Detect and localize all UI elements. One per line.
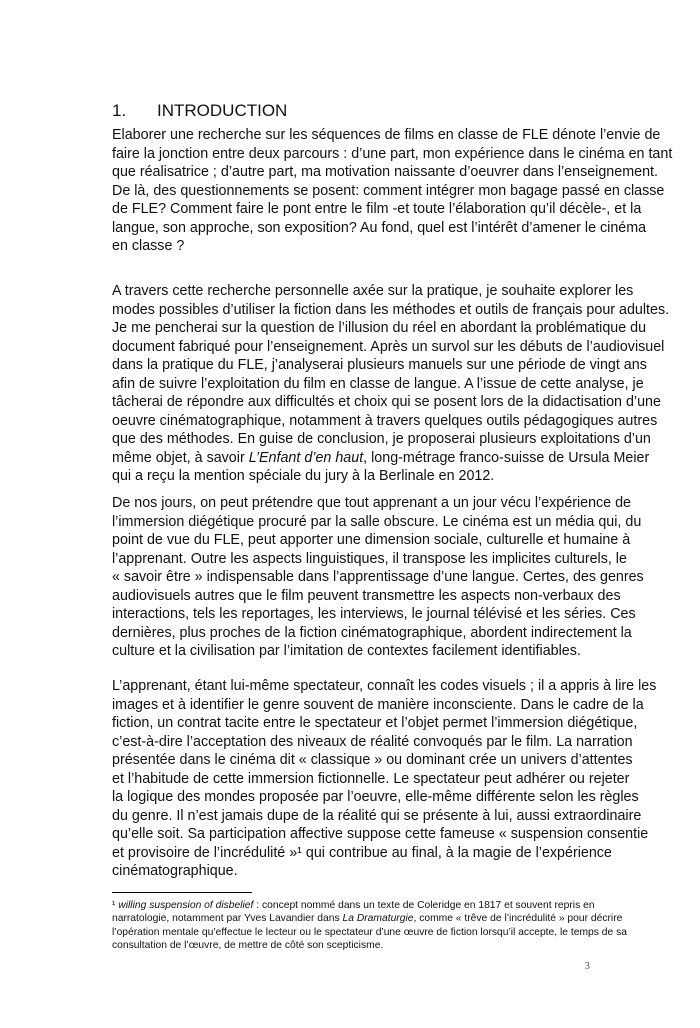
text-line: audiovisuels autres que le film peuvent transmettre les aspects non-verbaux des	[112, 587, 621, 604]
text-line: De là, des questionnements se posent: comment intégrer mon bagage passé en classe	[112, 182, 665, 199]
text-line: c’est-à-dire l’acceptation des niveaux de réalité convoqués par le film. La narration	[112, 733, 633, 750]
text-line: du genre. Il n’est jamais dupe de la réalité qui se présente à lui, aussi extraordinaire	[112, 807, 642, 824]
text-line: langue, son approche, son exposition? Au fond, quel est l’intérêt d’amener le cinéma	[112, 219, 647, 236]
text-line: De nos jours, on peut prétendre que tout apprenant a un jour vécu l’expérience de	[112, 495, 632, 511]
italic-text: willing suspension of disbelief	[118, 900, 254, 911]
text-segment: , long-métrage franco-suisse de Ursula Meier	[363, 449, 650, 466]
footnote	[112, 899, 627, 953]
text-line: qu’elle soit. Sa participation affective suppose cette fameuse « suspension consentie	[112, 826, 649, 842]
text-line: « savoir être » indispensable dans l’apprentissage d’une langue. Certes, des genres	[112, 569, 644, 585]
text-line: en classe ?	[112, 238, 185, 254]
text-line: fiction, un contrat tacite entre le spectateur et l’objet permet l’immersion diégétique,	[112, 715, 638, 731]
text-line: afin de suivre l’exploitation du film en classe de langue. A l’issue de cette analyse, je	[112, 375, 644, 392]
section-heading	[112, 101, 287, 121]
text-line: point de vue du FLE, peut apporter une dimension sociale, culturelle et humaine à	[112, 532, 631, 548]
text-line: et provisoire de l’incrédulité »¹ qui contribue au final, à la magie de l’expérience	[112, 844, 612, 861]
text-line: présentée dans le cinéma dit « classique » ou dominant crée un univers d’attentes	[112, 752, 633, 768]
text-segment: narratologie, notamment par Yves Lavandier dans	[112, 913, 343, 925]
text-line	[112, 899, 595, 912]
text-line: modes possibles d’utiliser la fiction dans les méthodes et outils de français pour adultes.	[112, 301, 670, 318]
paragraph-1	[112, 126, 673, 256]
text-line: L’apprenant, étant lui-même spectateur, connaît les codes visuels ; il a appris à lire les	[112, 678, 657, 694]
text-line: l’immersion diégétique procuré par la salle obscure. Le cinéma est un média qui, du	[112, 513, 642, 530]
text-line: que réalisatrice ; d’autre part, ma motivation naissante d’oeuvrer dans l’enseignement.	[112, 164, 658, 180]
section-number: 1.	[112, 101, 127, 120]
text-segment: : concept nommé dans un texte de Coleridge en 1817 et souvent repris en	[253, 900, 595, 911]
italic-text: L’Enfant d’en haut	[248, 449, 364, 466]
italic-text: La Dramaturgie	[342, 913, 414, 925]
text-line: consultation de l’œuvre, de mettre de côté son scepticisme.	[112, 940, 384, 952]
text-line: culture et la civilisation par l’imitation de contextes facilement identifiables.	[112, 643, 581, 659]
paragraph-4	[112, 677, 657, 881]
text-line: et l’habitude de cette immersion fictionnelle. Le spectateur peut adhérer ou rejeter	[112, 770, 630, 787]
text-line: document fabriqué pour l’enseignement. Après un survol sur les débuts de l’audiovisuel	[112, 338, 665, 355]
text-line: la logique des mondes proposée par l’oeuvre, elle-même différente selon les règles	[112, 789, 639, 805]
text-line: qui a reçu la mention spéciale du jury à la Berlinale en 2012.	[112, 468, 495, 484]
text-line: que des méthodes. En guise de conclusion, je proposerai plusieurs exploitations d’un	[112, 431, 651, 447]
text-line: l’apprenant. Outre les aspects linguistiques, il transpose les implicites culturels, le	[112, 550, 627, 567]
text-line: tâcherai de répondre aux difficultés et choix qui se posent lors de la didactisation d’une	[112, 394, 661, 410]
paragraph-3	[112, 494, 644, 661]
text-line: Elaborer une recherche sur les séquences de films en classe de FLE dénote l’envie de	[112, 127, 661, 143]
text-line: dans la pratique du FLE, j’analyserai plusieurs manuels sur une période de vingt ans	[112, 357, 647, 373]
section-title: INTRODUCTION	[157, 101, 288, 120]
text-line: faire la jonction entre deux parcours : d’une part, mon expérience dans le cinéma en tant	[112, 145, 673, 162]
text-line: interactions, tels les reportages, les interviews, le journal télévisé et les séries. Ces	[112, 606, 636, 622]
paragraph-2	[112, 282, 670, 486]
text-line	[112, 912, 623, 925]
text-segment: , comme « trêve de l’incrédulité » pour décrire	[413, 913, 623, 925]
text-line	[112, 449, 650, 468]
footnote-separator	[112, 892, 252, 893]
text-line: dernières, plus proches de la fiction cinématographique, abordent indirectement la	[112, 624, 632, 641]
text-line: Je me pencherai sur la question de l’illusion du réel en abordant la problématique du	[112, 320, 647, 336]
text-segment: même objet, à savoir	[112, 449, 249, 466]
text-line: de FLE? Comment faire le pont entre le film -et toute l’élaboration qu’il décèle-, et la	[112, 201, 642, 217]
text-line: A travers cette recherche personnelle axée sur la pratique, je souhaite explorer les	[112, 283, 634, 299]
page-number: 3	[584, 960, 590, 972]
text-line: images et à identifier le genre souvent de manière inconsciente. Dans le cadre de la	[112, 696, 644, 713]
text-line: oeuvre cinématographique, notamment à travers quelques outils pédagogiques autres	[112, 412, 658, 429]
text-line: l’opération mentale qu’effectue le lecteur ou le spectateur d’une œuvre de fiction lorsqu’il accepte, le temps de sa	[112, 926, 627, 938]
text-line: cinématographique.	[112, 863, 238, 879]
text-segment: ¹	[112, 900, 119, 911]
